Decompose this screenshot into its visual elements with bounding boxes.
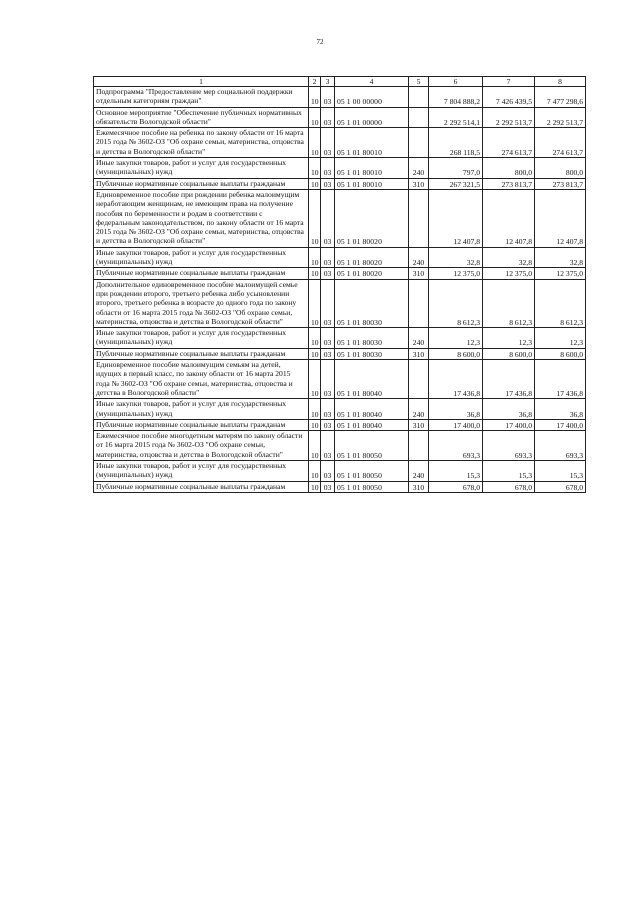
amount-cell: 12 375,0 xyxy=(483,268,535,279)
subsection-cell: 03 xyxy=(321,268,335,279)
section-cell: 10 xyxy=(309,419,321,430)
expense-type-cell xyxy=(409,87,429,108)
amount-cell: 17 400,0 xyxy=(535,419,586,430)
section-cell: 10 xyxy=(309,189,321,247)
target-code-cell: 05 1 01 80050 xyxy=(335,431,409,461)
row-name-cell: Дополнительное единовременное пособие малоимущей семье при рождении второго, третьего ребенка либо усыновлении второго, третьего ребенка в возрасте до одного года по закону области от 16 марта 2015 года № 3602-ОЗ "Об охране семьи, материнства, отцовства и детства в Вологодской области" xyxy=(94,279,309,327)
target-code-cell: 05 1 00 00000 xyxy=(335,87,409,108)
amount-cell: 12,3 xyxy=(429,328,483,349)
amount-cell: 693,3 xyxy=(483,431,535,461)
row-name-cell: Публичные нормативные социальные выплаты гражданам xyxy=(94,481,309,492)
section-cell: 10 xyxy=(309,158,321,179)
amount-cell: 678,0 xyxy=(535,481,586,492)
section-cell: 10 xyxy=(309,178,321,189)
table-row xyxy=(94,158,586,179)
amount-cell: 12 407,8 xyxy=(429,189,483,247)
amount-cell: 274 613,7 xyxy=(483,128,535,158)
table-row xyxy=(94,431,586,461)
amount-cell: 2 292 514,1 xyxy=(429,107,483,128)
table-body xyxy=(94,77,586,493)
amount-cell: 267 321,5 xyxy=(429,178,483,189)
row-name-cell: Подпрограмма "Предоставление мер социальной поддержки отдельным категориям граждан" xyxy=(94,87,309,108)
amount-cell: 32,8 xyxy=(483,247,535,268)
expense-type-cell xyxy=(409,360,429,399)
expense-type-cell: 310 xyxy=(409,178,429,189)
table-row xyxy=(94,128,586,158)
table-row xyxy=(94,481,586,492)
expense-type-cell xyxy=(409,431,429,461)
amount-cell: 15,3 xyxy=(535,460,586,481)
target-code-cell: 05 1 01 80030 xyxy=(335,348,409,359)
target-code-cell: 05 1 01 80010 xyxy=(335,178,409,189)
expense-type-cell xyxy=(409,107,429,128)
subsection-cell: 03 xyxy=(321,419,335,430)
subsection-cell: 03 xyxy=(321,279,335,327)
row-name-cell: Единовременное пособие при рождении ребенка малоимущим неработающим женщинам, не имеющим права на получение пособия по беременности и родам в соответствии с федеральным законодательством, по закону области от 16 марта 2015 года № 3602-ОЗ "Об охране семьи, материнства, отцовства и детства в Вологодской области" xyxy=(94,189,309,247)
target-code-cell: 05 1 01 80010 xyxy=(335,158,409,179)
expense-type-cell: 240 xyxy=(409,328,429,349)
subsection-cell: 03 xyxy=(321,431,335,461)
target-code-cell: 05 1 01 80040 xyxy=(335,399,409,420)
table-row xyxy=(94,328,586,349)
header-cell: 5 xyxy=(409,77,429,87)
amount-cell: 678,0 xyxy=(429,481,483,492)
table-row xyxy=(94,268,586,279)
table-row xyxy=(94,348,586,359)
amount-cell: 15,3 xyxy=(429,460,483,481)
amount-cell: 2 292 513,7 xyxy=(483,107,535,128)
amount-cell: 8 612,3 xyxy=(429,279,483,327)
amount-cell: 273 813,7 xyxy=(535,178,586,189)
amount-cell: 7 477 298,6 xyxy=(535,87,586,108)
expense-type-cell: 240 xyxy=(409,247,429,268)
amount-cell: 15,3 xyxy=(483,460,535,481)
target-code-cell: 05 1 01 80030 xyxy=(335,328,409,349)
amount-cell: 8 600,0 xyxy=(535,348,586,359)
row-name-cell: Публичные нормативные социальные выплаты гражданам xyxy=(94,348,309,359)
subsection-cell: 03 xyxy=(321,360,335,399)
amount-cell: 7 426 439,5 xyxy=(483,87,535,108)
row-name-cell: Публичные нормативные социальные выплаты гражданам xyxy=(94,419,309,430)
amount-cell: 12 375,0 xyxy=(535,268,586,279)
expense-type-cell: 310 xyxy=(409,268,429,279)
table-header-row xyxy=(94,77,586,87)
amount-cell: 12,3 xyxy=(483,328,535,349)
amount-cell: 36,8 xyxy=(535,399,586,420)
amount-cell: 274 613,7 xyxy=(535,128,586,158)
header-cell: 4 xyxy=(335,77,409,87)
table-row xyxy=(94,399,586,420)
target-code-cell: 05 1 01 80040 xyxy=(335,360,409,399)
amount-cell: 693,3 xyxy=(535,431,586,461)
amount-cell: 800,0 xyxy=(535,158,586,179)
header-cell: 8 xyxy=(535,77,586,87)
target-code-cell: 05 1 01 80050 xyxy=(335,460,409,481)
row-name-cell: Иные закупки товаров, работ и услуг для государственных (муниципальных) нужд xyxy=(94,399,309,420)
target-code-cell: 05 1 01 80050 xyxy=(335,481,409,492)
section-cell: 10 xyxy=(309,360,321,399)
subsection-cell: 03 xyxy=(321,247,335,268)
subsection-cell: 03 xyxy=(321,178,335,189)
row-name-cell: Ежемесячное пособие на ребенка по закону области от 16 марта 2015 года № 3602-ОЗ "Об охране семьи, материнства, отцовства и детства в Вологодской области" xyxy=(94,128,309,158)
section-cell: 10 xyxy=(309,460,321,481)
amount-cell: 693,3 xyxy=(429,431,483,461)
table-row xyxy=(94,360,586,399)
subsection-cell: 03 xyxy=(321,328,335,349)
target-code-cell: 05 1 01 80030 xyxy=(335,279,409,327)
header-cell: 2 xyxy=(309,77,321,87)
subsection-cell: 03 xyxy=(321,87,335,108)
expense-type-cell: 240 xyxy=(409,158,429,179)
amount-cell: 273 813,7 xyxy=(483,178,535,189)
row-name-cell: Публичные нормативные социальные выплаты гражданам xyxy=(94,268,309,279)
subsection-cell: 03 xyxy=(321,158,335,179)
subsection-cell: 03 xyxy=(321,460,335,481)
amount-cell: 12 407,8 xyxy=(535,189,586,247)
table-row xyxy=(94,247,586,268)
amount-cell: 12,3 xyxy=(535,328,586,349)
header-cell: 3 xyxy=(321,77,335,87)
amount-cell: 17 436,8 xyxy=(483,360,535,399)
subsection-cell: 03 xyxy=(321,481,335,492)
target-code-cell: 05 1 01 80010 xyxy=(335,128,409,158)
section-cell: 10 xyxy=(309,328,321,349)
row-name-cell: Иные закупки товаров, работ и услуг для государственных (муниципальных) нужд xyxy=(94,460,309,481)
amount-cell: 32,8 xyxy=(429,247,483,268)
amount-cell: 8 600,0 xyxy=(483,348,535,359)
amount-cell: 36,8 xyxy=(429,399,483,420)
amount-cell: 17 400,0 xyxy=(429,419,483,430)
table-row xyxy=(94,419,586,430)
header-cell: 6 xyxy=(429,77,483,87)
amount-cell: 797,0 xyxy=(429,158,483,179)
section-cell: 10 xyxy=(309,279,321,327)
amount-cell: 12 407,8 xyxy=(483,189,535,247)
row-name-cell: Иные закупки товаров, работ и услуг для государственных (муниципальных) нужд xyxy=(94,328,309,349)
expense-type-cell xyxy=(409,279,429,327)
row-name-cell: Публичные нормативные социальные выплаты гражданам xyxy=(94,178,309,189)
section-cell: 10 xyxy=(309,107,321,128)
amount-cell: 8 612,3 xyxy=(535,279,586,327)
amount-cell: 17 436,8 xyxy=(429,360,483,399)
expense-type-cell: 240 xyxy=(409,460,429,481)
amount-cell: 8 612,3 xyxy=(483,279,535,327)
expense-type-cell: 240 xyxy=(409,399,429,420)
table-row xyxy=(94,87,586,108)
budget-table xyxy=(93,76,586,493)
expense-type-cell xyxy=(409,189,429,247)
amount-cell: 12 375,0 xyxy=(429,268,483,279)
amount-cell: 8 600,0 xyxy=(429,348,483,359)
subsection-cell: 03 xyxy=(321,348,335,359)
subsection-cell: 03 xyxy=(321,399,335,420)
row-name-cell: Иные закупки товаров, работ и услуг для государственных (муниципальных) нужд xyxy=(94,247,309,268)
table-row xyxy=(94,279,586,327)
target-code-cell: 05 1 01 80020 xyxy=(335,268,409,279)
amount-cell: 678,0 xyxy=(483,481,535,492)
row-name-cell: Основное мероприятие "Обеспечение публичных нормативных обязательств Вологодской области" xyxy=(94,107,309,128)
section-cell: 10 xyxy=(309,399,321,420)
row-name-cell: Единовременное пособие малоимущим семьям на детей, идущих в первый класс, по закону области от 16 марта 2015 года № 3602-ОЗ "Об охране семьи, материнства, отцовства и детства в Вологодской области" xyxy=(94,360,309,399)
amount-cell: 32,8 xyxy=(535,247,586,268)
amount-cell: 17 400,0 xyxy=(483,419,535,430)
page-number: 72 xyxy=(316,38,324,46)
target-code-cell: 05 1 01 80040 xyxy=(335,419,409,430)
section-cell: 10 xyxy=(309,247,321,268)
subsection-cell: 03 xyxy=(321,107,335,128)
table-row xyxy=(94,189,586,247)
section-cell: 10 xyxy=(309,268,321,279)
expense-type-cell: 310 xyxy=(409,481,429,492)
table-row xyxy=(94,178,586,189)
amount-cell: 268 118,5 xyxy=(429,128,483,158)
amount-cell: 17 436,8 xyxy=(535,360,586,399)
header-cell: 7 xyxy=(483,77,535,87)
target-code-cell: 05 1 01 80020 xyxy=(335,189,409,247)
section-cell: 10 xyxy=(309,481,321,492)
subsection-cell: 03 xyxy=(321,128,335,158)
target-code-cell: 05 1 01 80020 xyxy=(335,247,409,268)
section-cell: 10 xyxy=(309,87,321,108)
amount-cell: 2 292 513,7 xyxy=(535,107,586,128)
table-row xyxy=(94,107,586,128)
amount-cell: 36,8 xyxy=(483,399,535,420)
expense-type-cell: 310 xyxy=(409,419,429,430)
header-cell: 1 xyxy=(94,77,309,87)
expense-type-cell: 310 xyxy=(409,348,429,359)
subsection-cell: 03 xyxy=(321,189,335,247)
amount-cell: 800,0 xyxy=(483,158,535,179)
expense-type-cell xyxy=(409,128,429,158)
section-cell: 10 xyxy=(309,128,321,158)
row-name-cell: Иные закупки товаров, работ и услуг для государственных (муниципальных) нужд xyxy=(94,158,309,179)
section-cell: 10 xyxy=(309,431,321,461)
row-name-cell: Ежемесячное пособие многодетным матерям по закону области от 16 марта 2015 года № 3602-ОЗ "Об охране семьи, материнства, отцовства и детства в Вологодской области" xyxy=(94,431,309,461)
target-code-cell: 05 1 01 00000 xyxy=(335,107,409,128)
amount-cell: 7 804 888,2 xyxy=(429,87,483,108)
section-cell: 10 xyxy=(309,348,321,359)
table-row xyxy=(94,460,586,481)
